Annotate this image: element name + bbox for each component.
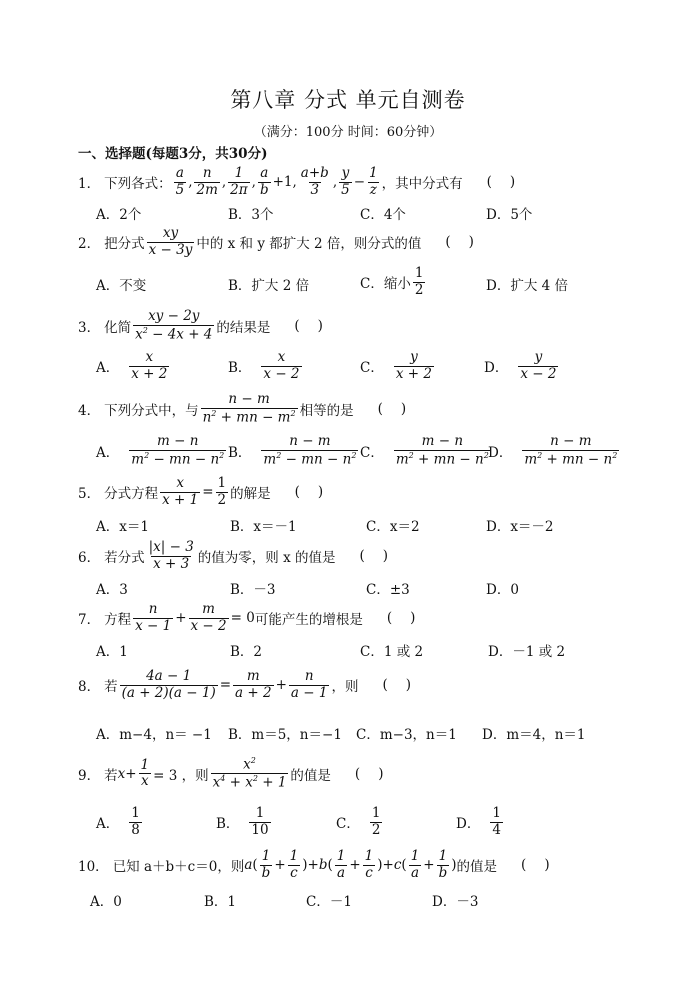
q4-option-c[interactable]: C． $\frac{m - n}{m^2 + mn - n^2}$ xyxy=(360,433,489,468)
q1-option-d[interactable]: D．5个 xyxy=(486,207,533,223)
q8-option-b[interactable]: B．m＝5，n＝−1 xyxy=(228,727,342,743)
page-subtitle: （满分：100分 时间：60分钟） xyxy=(253,125,443,140)
q5-option-a[interactable]: A．x＝1 xyxy=(96,519,149,535)
q9-option-d[interactable]: D． $\frac{1}{4}$ xyxy=(456,805,501,838)
q3-option-c[interactable]: C． $\frac{y}{x + 2}$ xyxy=(360,349,432,382)
q5-option-b[interactable]: B．x＝－1 xyxy=(230,519,297,535)
q8-option-d[interactable]: D．m＝4，n＝1 xyxy=(482,727,586,743)
q2-option-d[interactable]: D．扩大 4 倍 xyxy=(486,278,568,294)
q9-option-c[interactable]: C． $\frac{1}{2}$ xyxy=(336,805,381,838)
q2-option-b[interactable]: B．扩大 2 倍 xyxy=(228,278,310,294)
q7-option-b[interactable]: B．2 xyxy=(230,644,263,660)
q1-option-a[interactable]: A．2个 xyxy=(96,207,142,223)
q7-option-c[interactable]: C．1 或 2 xyxy=(360,644,424,660)
q9-option-a[interactable]: A． $\frac{1}{8}$ xyxy=(96,805,140,838)
question-3: 3． 化简 $\frac{xy - 2y}{x^2 - 4x + 4}$ 的结果是 () xyxy=(78,308,341,343)
q4-option-b[interactable]: B． $\frac{n - m}{m^2 - mn - n^2}$ xyxy=(228,433,357,468)
q3-option-d[interactable]: D． $\frac{y}{x - 2}$ xyxy=(484,349,557,382)
q2-option-c[interactable]: C．缩小 $\frac{1}{2}$ xyxy=(360,265,424,298)
question-9: 9． 若 x + $\frac{1}{x}$ = 3 ，则 $\frac{x^2}{x^4 + x^2 + 1}$ 的值是 () xyxy=(78,756,402,791)
q6-option-d[interactable]: D．0 xyxy=(486,582,519,598)
q4-option-d[interactable]: D． $\frac{n - m}{m^2 + mn - n^2}$ xyxy=(488,433,618,468)
q7-option-a[interactable]: A．1 xyxy=(96,644,128,660)
q8-option-a[interactable]: A．m−4，n＝ −1 xyxy=(96,727,212,743)
section-heading: 一、选择题(每题3分，共30分) xyxy=(78,146,268,162)
question-5: 5． 分式方程 $\frac{x}{x + 1}$ = $\frac{1}{2}$ 的解是 () xyxy=(78,475,342,508)
q1-option-b[interactable]: B．3个 xyxy=(228,207,274,223)
question-1: 1． 下列各式： $\frac{a}{5}$ , $\frac{n}{2m}$ , $\frac{1}{2\pi}$ , $\frac{a}{b}$ +1, $\frac{a+b}{3}$ , $\frac{y}{5}$ − $\frac{1}{z}$ ，其中分式有 () xyxy=(78,165,534,198)
question-7: 7． 方程 $\frac{n}{x - 1}$ + $\frac{m}{x - 2}$ = 0 可能产生的增根是 () xyxy=(78,601,434,634)
q2-option-a[interactable]: A．不变 xyxy=(96,278,147,294)
q6-option-c[interactable]: C．±3 xyxy=(366,582,410,598)
q10-option-c[interactable]: C．－1 xyxy=(306,894,352,910)
q7-option-d[interactable]: D．－1 或 2 xyxy=(488,644,566,660)
q10-option-b[interactable]: B．1 xyxy=(204,894,237,910)
question-8: 8． 若 $\frac{4a - 1}{(a + 2)(a - 1)}$ = $\frac{m}{a + 2}$ + $\frac{n}{a - 1}$ ，则 () xyxy=(78,668,429,701)
q1-option-c[interactable]: C．4个 xyxy=(360,207,406,223)
page-title: 第八章 分式 单元自测卷 xyxy=(230,88,466,112)
q10-option-d[interactable]: D．－3 xyxy=(432,894,479,910)
q6-option-b[interactable]: B．－3 xyxy=(230,582,276,598)
q3-option-b[interactable]: B． $\frac{x}{x - 2}$ xyxy=(228,349,300,382)
q4-option-a[interactable]: A． $\frac{m - n}{m^2 - mn - n^2}$ xyxy=(96,433,225,468)
question-2: 2． 把分式 $\frac{xy}{x - 3y}$ 中的 x 和 y 都扩大 2 倍，则分式的值 () xyxy=(78,225,492,258)
question-6: 6． 若分式 $\frac{|x| - 3}{x + 3}$ 的值为零，则 x 的值是 () xyxy=(78,539,407,572)
q8-option-c[interactable]: C．m−3，n＝1 xyxy=(356,727,457,743)
question-4: 4． 下列分式中，与 $\frac{n - m}{n^2 + mn - m^2}$ 相等的是 () xyxy=(78,391,425,426)
q6-option-a[interactable]: A．3 xyxy=(96,582,128,598)
q10-option-a[interactable]: A．0 xyxy=(90,894,122,910)
q5-option-d[interactable]: D．x＝－2 xyxy=(486,519,554,535)
q5-option-c[interactable]: C．x＝2 xyxy=(366,519,420,535)
question-10: 10． 已知 a＋b＋c＝0，则 a ( $\frac{1}{b}$ + $\frac{1}{c}$ )+ b ( $\frac{1}{a}$ + $\frac{1}{c}$ )+ c ( $\frac{1}{a}$ + $\frac{1}{b}$ ) 的值是 () xyxy=(78,848,568,881)
q9-option-b[interactable]: B． $\frac{1}{10}$ xyxy=(216,805,269,838)
q3-option-a[interactable]: A． $\frac{x}{x + 2}$ xyxy=(96,349,168,382)
